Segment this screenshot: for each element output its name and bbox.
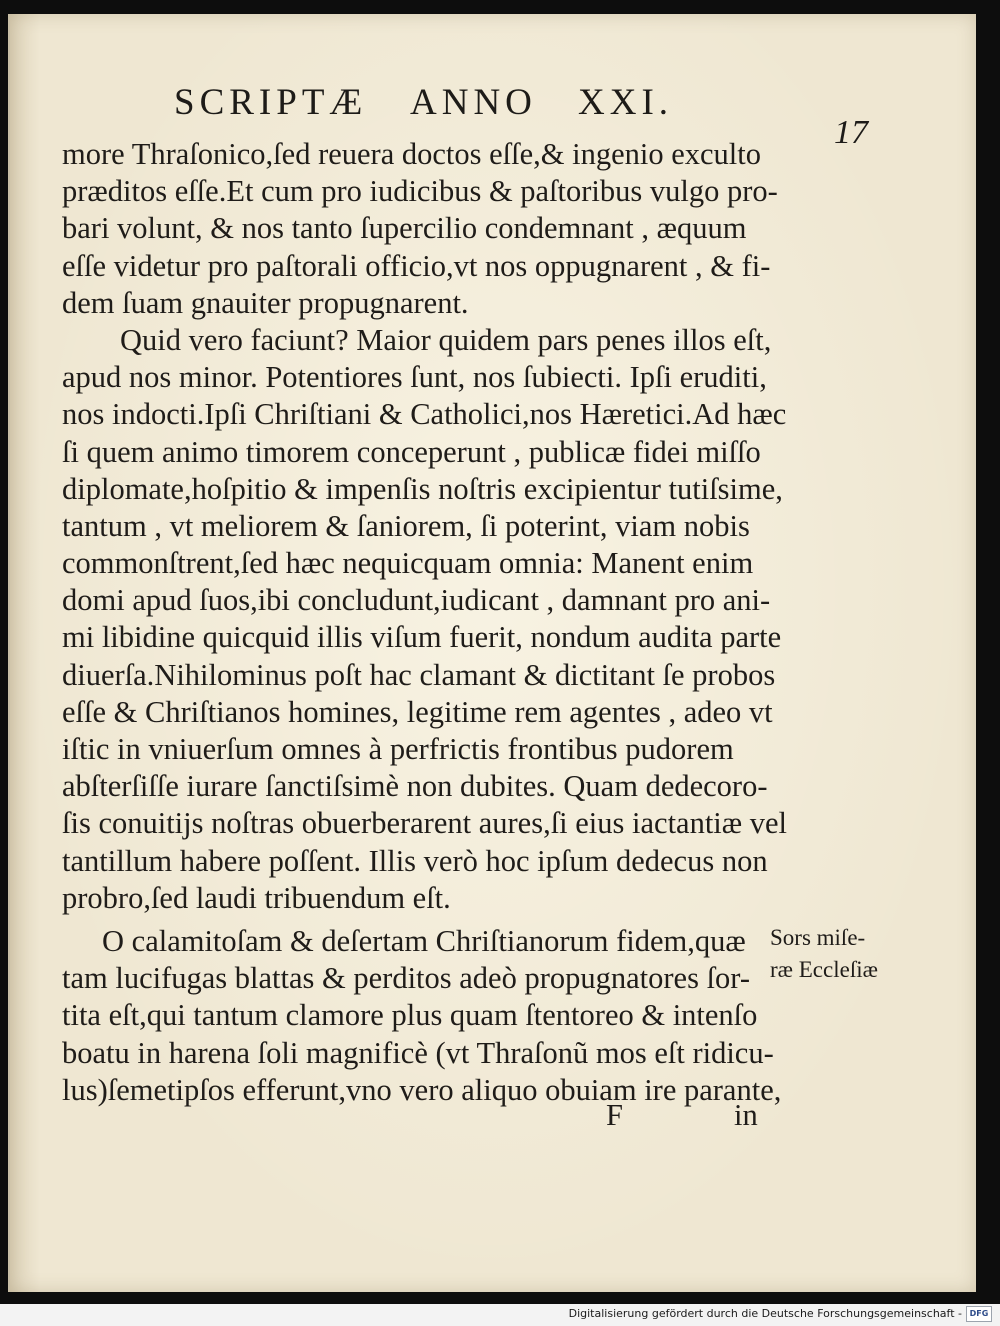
text-line: lus)ſemetipſos efferunt,vno vero aliquo obuiam ire parante, [62,1072,782,1107]
running-head-word-1: SCRIPTÆ [174,82,368,123]
marginal-note-line: ræ Eccleſiæ [770,957,878,982]
text-line: abſterſiſſe iurare ſanctiſsimè non dubites. Quam dedecoro- [62,769,768,804]
running-head-word-2: ANNO [410,82,537,123]
dfg-logo: DFG [966,1306,992,1322]
text-line: diplomate,hoſpitio & impenſis noſtris excipientur tutiſsime, [62,471,783,506]
text-line: nos indocti.Ipſi Chriſtiani & Catholici,nos Hæretici.Ad hæc [62,397,787,432]
text-line: tam lucifugas blattas & perditos adeò propugnatores ſor- [62,961,750,996]
body-text [62,136,788,1109]
text-line: boatu in harena ſoli magnificè (vt Thraſonũ mos eſt ridicu- [62,1035,774,1070]
text-line: tantum , vt meliorem & ſaniorem, ſi poterint, viam nobis [62,508,750,543]
text-line: domi apud ſuos,ibi concludunt,iudicant , damnant pro ani- [62,583,771,618]
marginal-note [770,922,878,986]
text-line: eſſe videtur pro paſtorali officio,vt nos oppugnarent , & fi- [62,248,771,283]
running-head-word-3: XXI. [578,82,674,123]
text-line: more Thraſonico,ſed reuera doctos eſſe,& ingenio exculto [62,137,761,171]
text-line: probro,ſed laudi tribuendum eſt. [62,880,451,915]
text-line: iſtic in vniuerſum omnes à perfrictis frontibus pudorem [62,732,734,766]
marginal-note-line: Sors miſe- [770,925,866,950]
paragraph-first-line: Quid vero faciunt? Maior quidem pars penes illos eſt, [120,322,772,357]
text-line: tita eſt,qui tantum clamore plus quam ſtentoreo & intenſo [62,998,758,1033]
paragraph-first-line: O calamitoſam & deſertam Chriſtianorum fidem,quæ [102,923,746,958]
text-line: eſſe & Chriſtianos homines, legitime rem agentes , adeo vt [62,694,773,729]
footer-credit: Digitalisierung gefördert durch die Deutsche Forschungsgemeinschaft - [568,1307,962,1320]
signature-mark: F [606,1098,623,1132]
catchword: in [734,1098,758,1132]
text-line: ſi quem animo timorem conceperunt , publicæ fidei miſſo [62,434,761,469]
text-line: apud nos minor. Potentiores ſunt, nos ſubiecti. Ipſi eruditi, [62,360,767,395]
text-line: mi libidine quicquid illis viſum fuerit, nondum audita parte [62,620,782,655]
text-line: dem ſuam gnauiter propugnarent. [62,285,469,320]
page-number: 17 [834,114,868,151]
text-line: bari volunt, & nos tanto ſupercilio condemnant , æquum [62,211,747,246]
text-line: commonſtrent,ſed hæc nequicquam omnia: Manent enim [62,546,754,581]
text-line: ſis conuitijs noſtras obuerberarent aures,ſi eius iactantiæ vel [62,806,788,841]
text-line: tantillum habere poſſent. Illis verò hoc ipſum dedecus non [62,843,768,878]
text-line: diuerſa.Nihilominus poſt hac clamant & dictitant ſe probos [62,657,776,692]
text-line: præditos eſſe.Et cum pro iudicibus & paſtoribus vulgo pro- [62,174,778,209]
